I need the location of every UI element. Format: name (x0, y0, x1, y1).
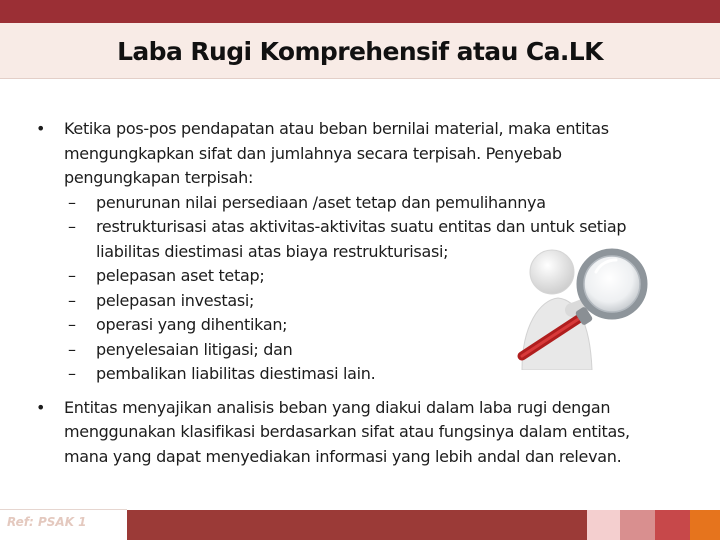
reference-note: Ref: PSAK 1 (7, 515, 87, 529)
bullet-line: Entitas menyajikan analisis beban yang diakui dalam laba rugi dengan (64, 397, 611, 417)
sub-line: pelepasan investasi; (96, 290, 255, 310)
sub-line: operasi yang dihentikan; (96, 315, 288, 334)
sub-line: penurunan nilai persediaan /aset tetap dan pemulihannya (96, 192, 546, 212)
bullet-marker: • (36, 397, 46, 417)
bullet-marker: • (36, 119, 46, 138)
bullet-line: menggunakan klasifikasi berdasarkan sifat atau fungsinya dalam entitas, (64, 422, 630, 441)
bullet-line: Ketika pos-pos pendapatan atau beban bernilai material, maka entitas (64, 119, 609, 138)
footer-divider (0, 509, 127, 510)
bullet-line: mana yang dapat menyediakan informasi yang lebih andal dan relevan. (64, 446, 622, 466)
footer-square-pink (587, 510, 620, 540)
footer-bar (127, 510, 587, 540)
sub-marker: – (68, 217, 76, 236)
sub-marker: – (68, 339, 76, 359)
bullet-line: pengungkapan terpisah: (64, 168, 254, 187)
sub-line: pembalikan liabilitas diestimasi lain. (96, 364, 376, 383)
sub-marker: – (68, 364, 76, 383)
top-accent-bar (0, 0, 720, 23)
bullet-item (36, 117, 666, 191)
footer-square-orange (690, 510, 720, 540)
sub-marker: – (68, 266, 76, 285)
slide-title: Laba Rugi Komprehensif atau Ca.LK (117, 37, 603, 66)
sub-marker: – (68, 315, 76, 334)
magnifier-illustration (500, 240, 650, 370)
footer-square-rose (620, 510, 655, 540)
sub-item (36, 191, 666, 216)
title-band (0, 23, 720, 79)
sub-line: liabilitas diestimasi atas biaya restrukturisasi; (96, 241, 449, 261)
sub-line: pelepasan aset tetap; (96, 266, 265, 285)
sub-line: restrukturisasi atas aktivitas-aktivitas suatu entitas dan untuk setiap (96, 217, 627, 236)
bullet-line: mengungkapkan sifat dan jumlahnya secara terpisah. Penyebab (64, 143, 562, 163)
sub-line: penyelesaian litigasi; dan (96, 339, 293, 359)
sub-marker: – (68, 192, 76, 212)
sub-marker: – (68, 290, 76, 310)
bullet-item (36, 396, 666, 470)
footer-square-red (655, 510, 690, 540)
